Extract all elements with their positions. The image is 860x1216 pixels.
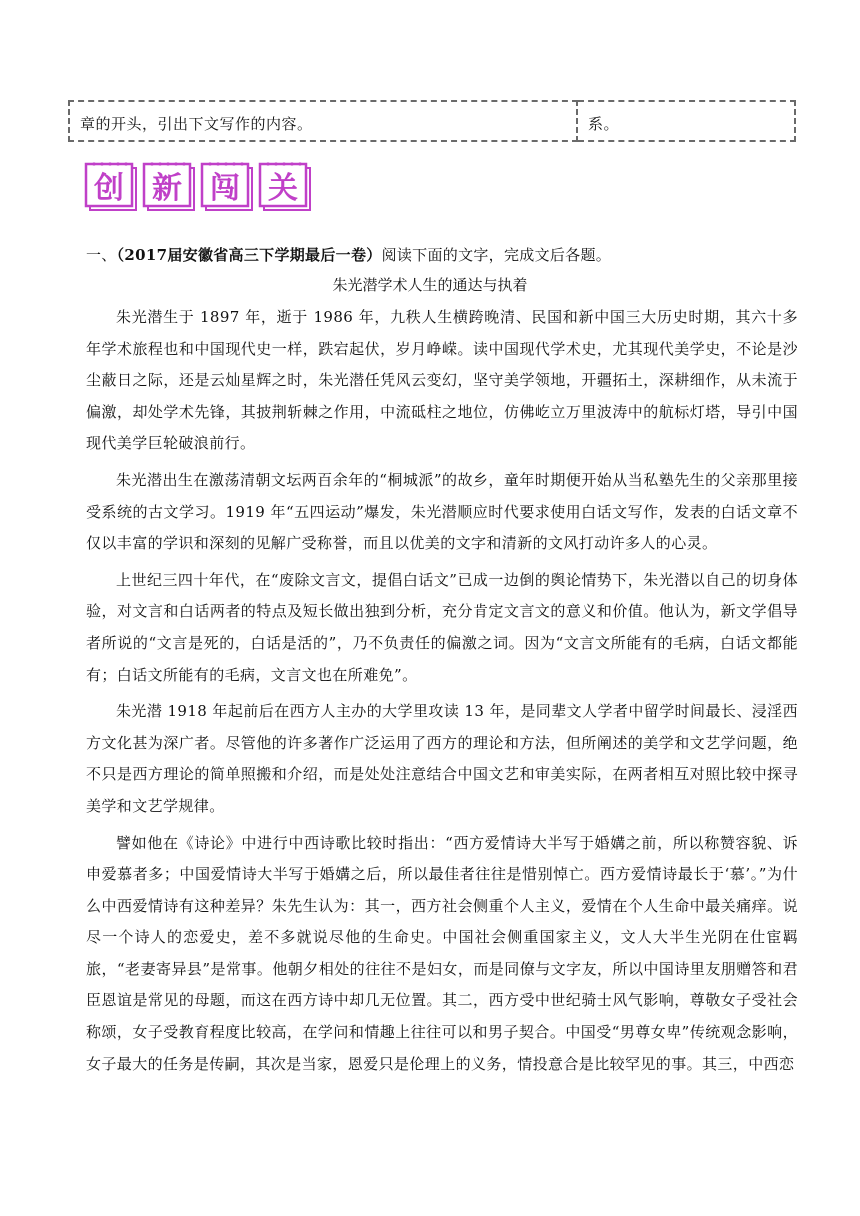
question-instruction: 阅读下面的文字，完成文后各题。 bbox=[381, 246, 612, 264]
previous-content-text-left: 章的开头，引出下文写作的内容。 bbox=[80, 115, 313, 133]
previous-content-box-left bbox=[68, 100, 578, 142]
banner-char-1: 创 bbox=[94, 171, 124, 206]
article-paragraph-1: 朱光潜生于 1897 年，逝于 1986 年，九秩人生横跨晚清、民国和新中国三大历史时期，其六十多年学术旅程也和中国现代史一样，跌宕起伏，岁月峥嵘。读中国现代学术史，尤其现代美学史，不论是沙尘蔽日之际，还是云灿星辉之时，朱光潜任凭风云变幻，坚守美学领地，开疆拓土，深耕细作，从未流于偏激，却处学术先锋，其披荆斩棘之作用，中流砥柱之地位，仿佛屹立万里波涛中的航标灯塔，导引中国现代美学巨轮破浪前行。 bbox=[86, 308, 798, 453]
banner-tile-3 bbox=[202, 162, 252, 210]
banner-tile-4 bbox=[260, 162, 310, 210]
question-number: 一、 bbox=[86, 246, 117, 264]
question-source: （2017届安徽省高三下学期最后一卷） bbox=[116, 246, 382, 264]
previous-content-box-right bbox=[578, 100, 796, 142]
article-body bbox=[86, 302, 798, 1085]
banner-char-4: 关 bbox=[268, 171, 298, 206]
article-paragraph-5: 譬如他在《诗论》中进行中西诗歌比较时指出：“西方爱情诗大半写于婚媾之前，所以称赞容貌、诉申爱慕者多；中国爱情诗大半写于婚媾之后，所以最佳者往往是惜别悼亡。西方爱情诗最长于‘慕’。”为什么中西爱情诗有这种差异？朱先生认为：其一，西方社会侧重个人主义，爱情在个人生命中最关痛痒。说尽一个诗人的恋爱史，差不多就说尽他的生命史。中国社会侧重国家主义，文人大半生光阴在仕宦羁旅，“老妻寄异县”是常事。他朝夕相处的往往不是妇女，而是同僚与文字友，所以中国诗里友朋赠答和君臣恩谊是常见的母题，而这在西方诗中却几无位置。其二，西方受中世纪骑士风气影响，尊敬女子受社会称颂，女子受教育程度比较高，在学问和情趣上往往可以和男子契合。中国受“男尊女卑”传统观念影响，女子最大的任务是传嗣，其次是当家，恩爱只是伦理上的义务，情投意合是比较罕见的事。其三，中西恋 bbox=[86, 833, 798, 1073]
question-heading bbox=[86, 244, 611, 265]
banner-char-3: 闯 bbox=[210, 171, 240, 206]
article-paragraph-2: 朱光潜出生在激荡清朝文坛两百余年的“桐城派”的故乡，童年时期便开始从当私塾先生的父亲那里接受系统的古文学习。1919 年“五四运动”爆发，朱光潜顺应时代要求使用白话文写作，发表的白话文章不仅以丰富的学识和深刻的见解广受称誉，而且以优美的文字和清新的文风打动许多人的心灵。 bbox=[86, 470, 798, 553]
article-paragraph-3: 上世纪三四十年代，在“废除文言文，提倡白话文”已成一边倒的舆论情势下，朱光潜以自己的切身体验，对文言和白话两者的特点及短长做出独到分析，充分肯定文言文的意义和价值。他认为，新文学倡导者所说的“文言是死的，白话是活的”，乃不负责任的偏激之词。因为“文言文所能有的毛病，白话文都能有；白话文所能有的毛病，文言文也在所难免”。 bbox=[86, 570, 798, 684]
banner-char-2: 新 bbox=[152, 171, 182, 206]
banner-tile-1 bbox=[86, 162, 136, 210]
banner-tile-2 bbox=[144, 162, 194, 210]
section-banner bbox=[84, 160, 316, 212]
article-paragraph-4: 朱光潜 1918 年起前后在西方人主办的大学里攻读 13 年，是同辈文人学者中留学时间最长、浸淫西方文化甚为深广者。尽管他的许多著作广泛运用了西方的理论和方法，但所阐述的美学和文艺学问题，绝不只是西方理论的简单照搬和介绍，而是处处注意结合中国文艺和审美实际，在两者相互对照比较中探寻美学和文艺学规律。 bbox=[86, 702, 798, 815]
previous-content-text-right: 系。 bbox=[588, 115, 620, 133]
article-title: 朱光潜学术人生的通达与执着 bbox=[332, 276, 528, 294]
